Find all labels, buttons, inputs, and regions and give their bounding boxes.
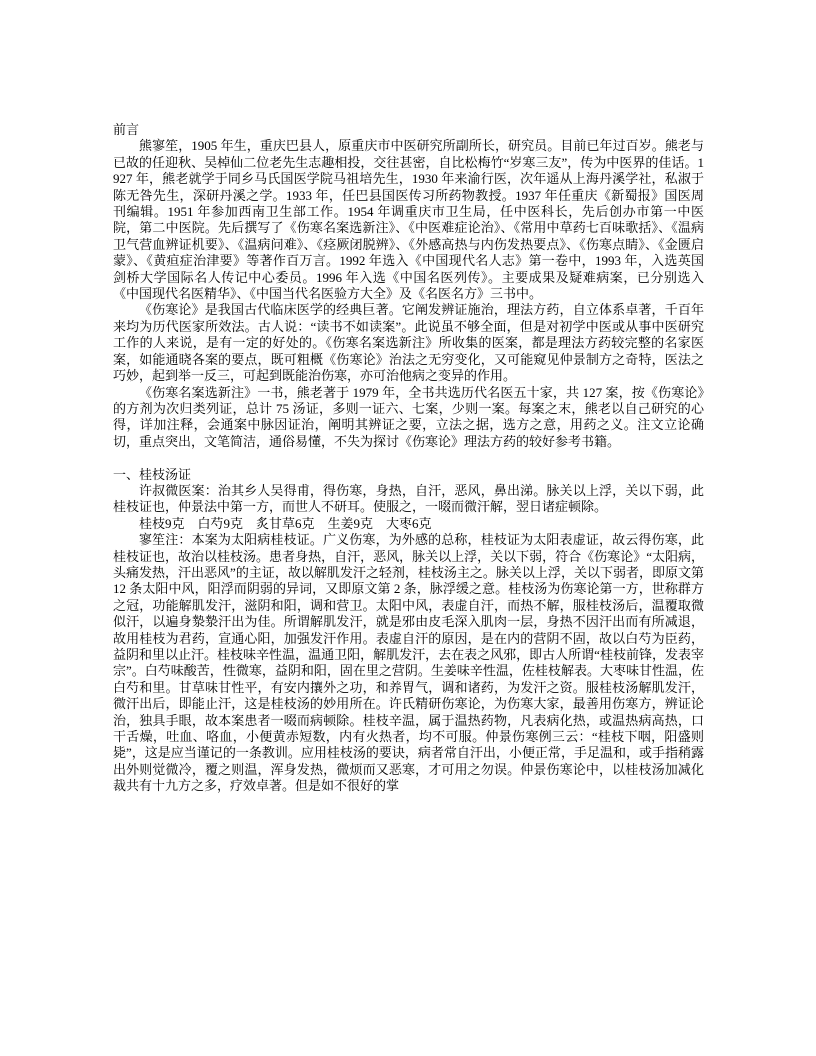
preface-title: 前言 — [113, 122, 140, 137]
preface-paragraph-bio: 熊寥笙，1905 年生，重庆巴县人，原重庆市中医研究所副所长，研究员。目前已年过百岁。熊老与已故的任迎秋、吴棹仙二位老先生志趣相投，交往甚密，自比松梅竹“岁寒三友”，传为中医界的佳话。1927 年，熊老就学于同乡马氏国医学院马祖培先生，1930 年来渝行医，次年遥从上海丹溪学社，私淑于陈无咎先生，深研丹溪之学。1933 年，任巴县国医传习所药物教授。1937 年任重庆《新蜀报》国医周刊编辑。1951 年参加西南卫生部工作。1954 年调重庆市卫生局，任中医科长，先后创办市第一中医院，第二中医院。先后撰写了《伤寒名案选新注》、《中医难症论治》、《常用中草药七百味歌括》、《温病卫气营血辨证机要》、《温病问难》、《痉厥闭脱辨》、《外感高热与内伤发热要点》、《伤寒点睛》、《金匮启蒙》、《黄疸症治津要》等著作百万言。1992 年选入《中国现代名人志》第一卷中，1993 年，入选英国剑桥大学国际名人传记中心委员。1996 年入选《中国名医列传》。主要成果及疑难病案，已分别选入《中国现代名医精华》、《中国当代名医验方大全》及《名医名方》三书中。 — [113, 138, 704, 302]
prescription-line: 桂枝9克 白芍9克 炙甘草6克 生姜9克 大枣6克 — [139, 515, 432, 531]
preface-paragraph-shanghanlun: 《伤寒论》是我国古代临床医学的经典巨著。它阐发辨证施治，理法方药，自立体系卓著，千百年来均为历代医家所效法。古人说：“读书不如读案”。此说虽不够全面，但是对初学中医或从事中医研究工作的人来说，是有一定的好处的。《伤寒名案选新注》所收集的医案，都是理法方药较完整的名家医案，如能通晓各案的要点，既可粗概《伤寒论》治法之无穷变化，又可能窥见仲景制方之奇特，医法之巧妙，起到举一反三，可起到既能治伤寒，亦可治他病之变异的作用。 — [113, 302, 704, 384]
preface-paragraph-book: 《伤寒名案选新注》一书，熊老著于 1979 年，全书共选历代名医五十家，共 127 案，按《伤寒论》的方剂为次归类列证，总计 75 汤证，多则一证六、七案，少则一案。每案之末，熊老以自己研究的心得，详加注释，会通案中脉因证治，阐明其辨证之要，立法之据，选方之意，用药之义。注文立论确切，重点突出，文笔简洁，通俗易懂，不失为探讨《伤寒论》理法方药的较好参考书籍。 — [113, 384, 704, 449]
note-paragraph: 寥笙注：本案为太阳病桂枝证。广义伤寒，为外感的总称，桂枝证为太阳表虚证，故云得伤寒，此桂枝证也，故治以桂枝汤。患者身热，自汗，恶风，脉关以上浮，关以下弱，符合《伤寒论》“太阳病，头痛发热，汗出恶风”的主证，故以解肌发汗之轻剂，桂枝汤主之。脉关以上浮，关以下弱者，即原文第 12 条太阳中风，阳浮而阴弱的异词，又即原文第 2 条，脉浮缓之意。桂枝汤为伤寒论第一方，世称群方之冠，功能解肌发汗，滋阴和阳，调和营卫。太阳中风，表虚自汗，而热不解，服桂枝汤后，温覆取微似汗，以遍身漐漐汗出为佳。所谓解肌发汗，就是邪由皮毛深入肌肉一层，身热不因汗出而有所减退，故用桂枝为君药，宣通心阳，加强发汗作用。表虚自汗的原因，是在内的营阴不固，故以白芍为臣药，益阴和里以止汗。桂枝味辛性温，温通卫阳，解肌发汗，去在表之风邪，即古人所谓“桂枝前锋，发表宰宗”。白芍味酸苦，性微寒，益阴和阳，固在里之营阴。生姜味辛性温，佐桂枝解表。大枣味甘性温，佐白芍和里。甘草味甘性平，有安内攘外之功，和养胃气，调和诸药，为发汗之资。服桂枝汤解肌发汗，微汗出后，即能止汗，这是桂枝汤的妙用所在。许氏精研伤寒论，为伤寒大家，最善用伤寒方，辨证论治，独具手眼，故本案患者一啜而病顿除。桂枝辛温，属于温热药物，凡表病化热，或温热病高热，口干舌燥，吐血、咯血，小便黄赤短数，内有火热者，均不可服。仲景伤寒例三云：“桂枝下咽，阳盛则毙”，这是应当谨记的一条教训。应用桂枝汤的要诀，病者常自汗出，小便正常，手足温和，或手指稍露出外则觉微冷，覆之则温，浑身发热，微烦而又恶寒，才可用之勿误。仲景伤寒论中，以桂枝汤加减化裁共有十九方之多，疗效卓著。但是如不很好的掌 — [113, 532, 704, 794]
case-paragraph: 许叔微医案：治其乡人吴得甫，得伤寒，身热，自汗，恶风，鼻出涕。脉关以上浮，关以下弱，此桂枝证也，仲景法中第一方，而世人不研耳。使服之，一啜而微汗解，翌日诸症顿除。 — [113, 482, 704, 515]
section-heading-guizhitang: 一、桂枝汤证 — [113, 466, 192, 482]
